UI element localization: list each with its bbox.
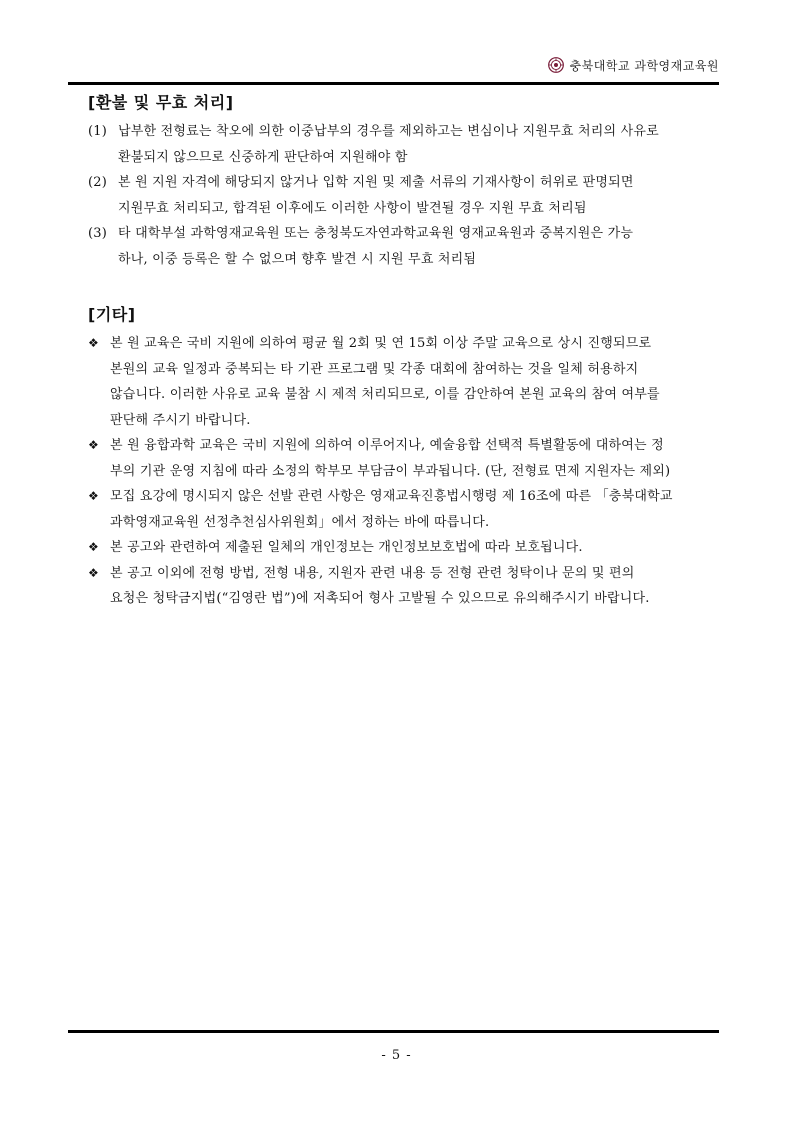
item-text-line: 부의 기관 운영 지침에 따라 소정의 학부모 부담금이 부과됩니다. (단, 전형료 면제 지원자는 제외) xyxy=(110,463,671,479)
item-text-line: 타 대학부설 과학영재교육원 또는 충청북도자연과학교육원 영재교육원과 중복지원은 가능 xyxy=(118,226,634,241)
item-text-line: 과학영재교육원 선정추천심사위원회」에서 정하는 바에 따릅니다. xyxy=(110,514,490,530)
item-text-line: 환불되지 않으므로 신중하게 판단하여 지원해야 함 xyxy=(118,149,408,165)
item-text-line: 본 원 교육은 국비 지원에 의하여 평균 월 2회 및 연 15회 이상 주말 교육으로 상시 진행되므로 xyxy=(110,336,652,351)
etc-item-5 xyxy=(88,561,719,612)
item-number: (3) xyxy=(88,226,108,241)
diamond-bullet-icon: ❖ xyxy=(88,489,99,503)
etc-item-4 xyxy=(88,535,719,561)
item-text-line: 본 원 융합과학 교육은 국비 지원에 의하여 이루어지나, 예술융합 선택적 특별활동에 대하여는 정 xyxy=(110,438,664,453)
page-content xyxy=(88,90,719,612)
refund-item-2 xyxy=(88,170,719,221)
header-divider xyxy=(68,82,719,85)
diamond-bullet-icon: ❖ xyxy=(88,438,99,452)
item-text-line: 않습니다. 이러한 사유로 교육 불참 시 제적 처리되므로, 이를 감안하여 본원 교육의 참여 여부를 xyxy=(110,387,660,402)
item-text-line: 판단해 주시기 바랍니다. xyxy=(110,412,251,428)
institution-name: 충북대학교 과학영재교육원 xyxy=(569,58,719,73)
item-number: (1) xyxy=(88,124,108,139)
item-text-line: 본 원 지원 자격에 해당되지 않거나 입학 지원 및 제출 서류의 기재사항이 허위로 판명되면 xyxy=(118,175,634,190)
item-text-line: 납부한 전형료는 착오에 의한 이중납부의 경우를 제외하고는 변심이나 지원무효 처리의 사유로 xyxy=(118,124,659,139)
refund-item-3 xyxy=(88,221,719,272)
item-number: (2) xyxy=(88,175,108,190)
page-header xyxy=(68,52,719,78)
etc-item-1 xyxy=(88,331,719,433)
footer-divider xyxy=(68,1030,719,1033)
item-text-line: 본 공고와 관련하여 제출된 일체의 개인정보는 개인정보보호법에 따라 보호됩니다. xyxy=(110,540,583,555)
item-text-line: 요청은 청탁금지법(“김영란 법”)에 저촉되어 형사 고발될 수 있으므로 유의해주시기 바랍니다. xyxy=(110,591,650,606)
item-text-line: 모집 요강에 명시되지 않은 선발 관련 사항은 영재교육진흥법시행령 제 16조에 따른 「충북대학교 xyxy=(110,489,673,504)
item-text-line: 본 공고 이외에 전형 방법, 전형 내용, 지원자 관련 내용 등 전형 관련 청탁이나 문의 및 편의 xyxy=(110,565,635,581)
etc-item-3 xyxy=(88,484,719,535)
diamond-bullet-icon: ❖ xyxy=(88,540,99,554)
etc-item-2 xyxy=(88,433,719,484)
item-text-line: 하나, 이중 등록은 할 수 없으며 향후 발견 시 지원 무효 처리됨 xyxy=(118,251,477,267)
diamond-bullet-icon: ❖ xyxy=(88,336,99,350)
university-seal-icon xyxy=(548,57,564,73)
item-text-line: 지원무효 처리되고, 합격된 이후에도 이러한 사항이 발견될 경우 지원 무효 처리됨 xyxy=(118,200,587,216)
diamond-bullet-icon: ❖ xyxy=(88,565,99,580)
item-text-line: 본원의 교육 일정과 중복되는 타 기관 프로그램 및 각종 대회에 참여하는 것을 일체 허용하지 xyxy=(110,361,639,377)
page-number: - 5 - xyxy=(381,1048,412,1063)
refund-item-1 xyxy=(88,119,719,170)
etc-section-title: [기타] xyxy=(88,305,136,324)
refund-section-title: [환불 및 무효 처리] xyxy=(88,93,234,112)
